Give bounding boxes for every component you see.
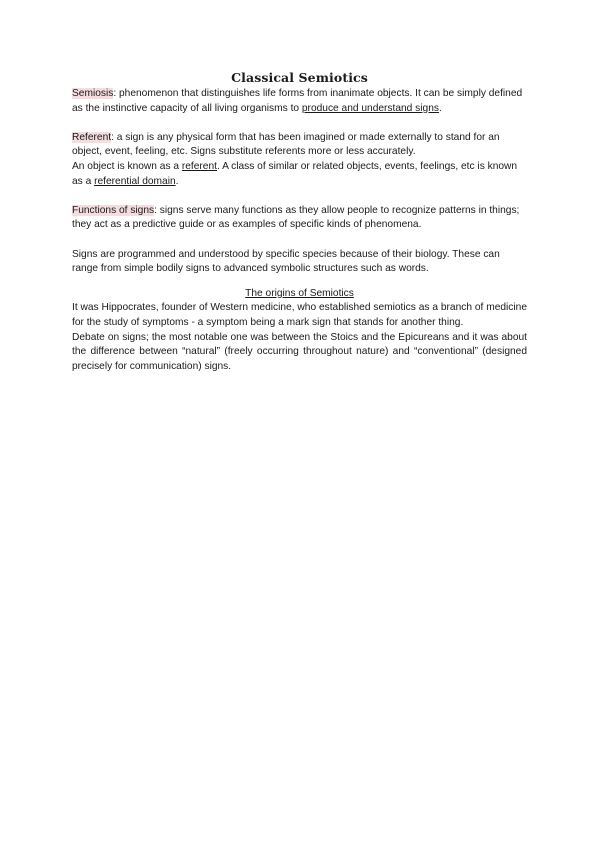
referent-text: : a sign is any physical form that has been imagined or made externally to stand for an object, event, feeling, etc. Signs substitute referents more or less accurately.: [72, 131, 500, 158]
spacer: [72, 233, 527, 248]
semiosis-term: Semiosis: [72, 88, 114, 99]
spacer: [72, 116, 527, 131]
object-text-1: An object is known as a: [72, 160, 182, 172]
origins-heading: [72, 287, 527, 302]
spacer: [72, 277, 527, 287]
programmed-paragraph: Signs are programmed and understood by specific species because of their biology. These can range from simple bodily signs to advanced symbolic structures such as words.: [72, 248, 500, 275]
functions-paragraph: [72, 204, 527, 233]
debate-paragraph: Debate on signs; the most notable one was between the Stoics and the Epicureans and it was about the difference between “natural” (freely occurring throughout nature) and “conventional” (designed precisely for communication) signs.: [72, 331, 527, 372]
semiosis-end: .: [438, 102, 442, 114]
semiosis-paragraph: [72, 87, 527, 116]
document-title: Classical Semiotics: [231, 70, 368, 85]
semiosis-underlined: produce and understand signs: [301, 102, 439, 114]
referent-paragraph: [72, 131, 527, 160]
origins-heading-text: The origins of Semiotics: [245, 287, 354, 299]
document-page: [72, 70, 527, 374]
spacer: [72, 189, 527, 204]
object-underlined-referent: referent: [181, 160, 217, 172]
object-paragraph: [72, 160, 527, 189]
semiosis-text: : phenomenon that distinguishes life forms from inanimate objects. It can be simply defined as the instinctive capacity of all living organisms to: [72, 88, 523, 114]
referent-term: Referent: [72, 131, 112, 143]
object-text-2: . A class of similar or related objects, events, feelings, etc is known as a: [72, 160, 518, 187]
object-underlined-domain: referential domain: [94, 175, 176, 187]
hippocrates-paragraph: It was Hippocrates, founder of Western medicine, who established semiotics as a branch of medicine for the study of symptoms - a symptom being a mark sign that stands for another thing.: [72, 302, 527, 328]
functions-term: Functions of signs: [72, 204, 155, 216]
functions-text: : signs serve many functions as they allow people to recognize patterns in things; they act as a predictive guide or as examples of specific kinds of phenomena.: [72, 204, 520, 231]
object-end: .: [175, 175, 179, 187]
